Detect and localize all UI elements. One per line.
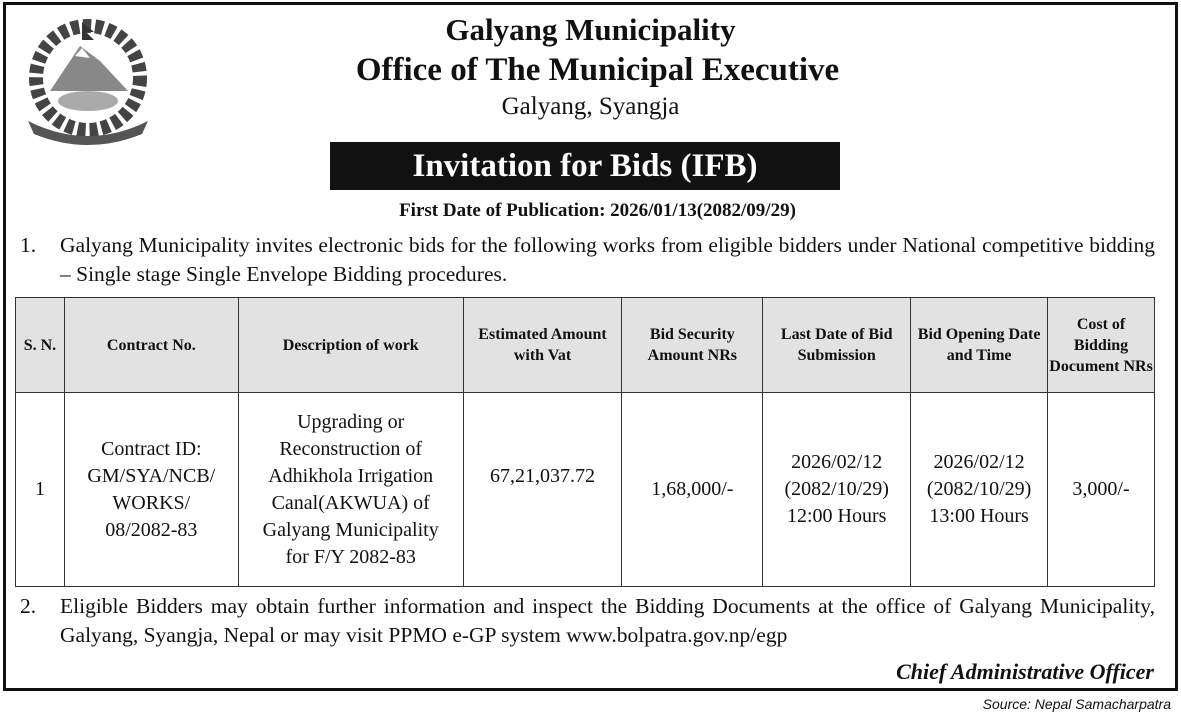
header-contract-no: Contract No. [64, 298, 238, 393]
paragraph-text: Galyang Municipality invites electronic bids for the following works from eligible bidders under National competitive bidding – Single stage Single Envelope Bidding procedures. [60, 233, 1155, 286]
header-opening-date: Bid Opening Date and Time [911, 298, 1048, 393]
cell-estimated-amount: 67,21,037.72 [463, 393, 622, 587]
source-credit: Source: Nepal Samacharpatra [982, 696, 1171, 712]
paragraph-text: Eligible Bidders may obtain further information and inspect the Bidding Documents at the office of Galyang Municipality, Galyang, Syangja, Nepal or may visit PPMO e-GP system www.bolpatra.gov.np/egp [60, 594, 1155, 647]
paragraph-number: 1. [20, 233, 37, 257]
paragraph-2 [20, 592, 1155, 650]
publication-date: First Date of Publication: 2026/01/13(2082/09/29) [399, 200, 796, 221]
notice-title-banner: Invitation for Bids (IFB) [330, 142, 840, 190]
cell-document-cost: 3,000/- [1048, 393, 1155, 587]
cell-last-date: 2026/02/12 (2082/10/29) 12:00 Hours [763, 393, 911, 587]
cell-bid-security: 1,68,000/- [622, 393, 763, 587]
paragraph-number: 2. [20, 594, 37, 618]
header-estimated-amount: Estimated Amount with Vat [463, 298, 622, 393]
header-description: Description of work [238, 298, 463, 393]
table-header-row [16, 298, 1155, 393]
paragraph-1 [20, 231, 1155, 289]
cell-opening-date: 2026/02/12 (2082/10/29) 13:00 Hours [911, 393, 1048, 587]
header-bid-security: Bid Security Amount NRs [622, 298, 763, 393]
org-name: Galyang Municipality [445, 12, 736, 47]
cell-description: Upgrading or Reconstruction of Adhikhola Irrigation Canal(AKWUA) of Galyang Municipality for F/Y 2082-83 [238, 393, 463, 587]
office-location: Galyang, Syangja [501, 93, 680, 120]
header-sn: S. N. [16, 298, 65, 393]
header-last-date: Last Date of Bid Submission [763, 298, 911, 393]
header-document-cost: Cost of Bidding Document NRs [1048, 298, 1155, 393]
office-name: Office of The Municipal Executive [355, 52, 840, 88]
cell-sn: 1 [16, 393, 65, 587]
bids-table [15, 297, 1155, 587]
table-row [16, 393, 1155, 587]
cell-contract-no: Contract ID: GM/SYA/NCB/ WORKS/ 08/2082-83 [64, 393, 238, 587]
signature-title: Chief Administrative Officer [896, 659, 1154, 684]
